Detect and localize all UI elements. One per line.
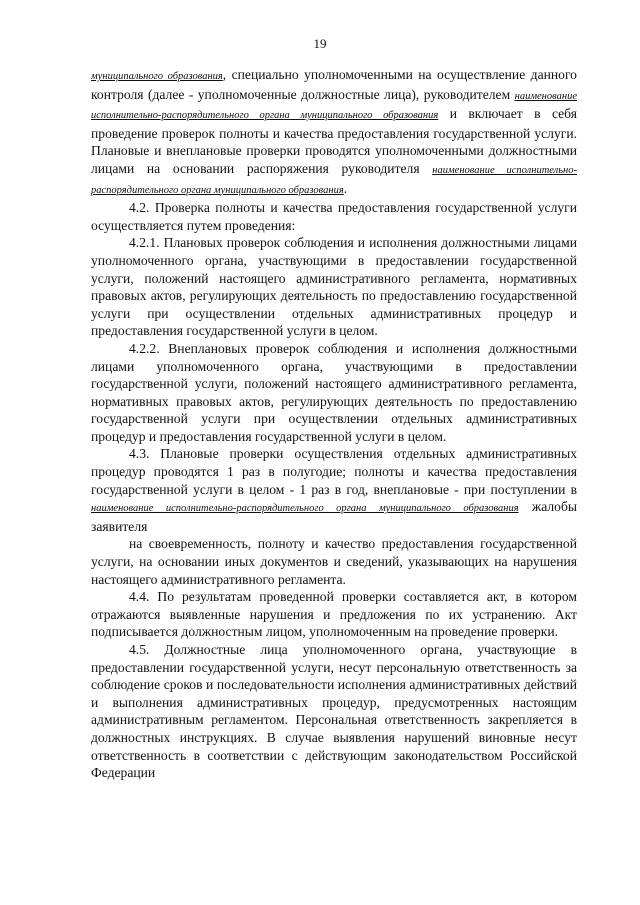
body-text: и включает в себя проведение проверок полноты и качества предоставления государственной услуги. Плановые и внеплановые проверки проводятся уполномоченными должностными лицами на основании распоряжения руководителя bbox=[91, 106, 578, 176]
body-text: , специально уполномоченными на осуществление данного контроля (далее - уполномоченные должностные лица), руководителем bbox=[91, 67, 577, 102]
body-text: 4.2.2. Внеплановых проверок соблюдения и исполнения должностными лицами уполномоченного органа, участвующими в предоставлении государственной услуги, положений настоящего административного регламента, нормативных правовых актов, регулирующих деятельность по предоставлению государственной услуги при осуществлении отдельных административных процедур и предоставления государственной услуги в целом. bbox=[91, 340, 577, 444]
body-text: 4.5. Должностные лица уполномоченного органа, участвующие в предоставлении государственной услуги, несут персональную ответственность за соблюдение сроков и последовательности исполнения административных действий и выполнения административных процедур, предусмотренных настоящим административным регламентом. Персональная ответственность закрепляется в должностных инструкциях. В случае выявления нарушений виновные несут ответственность в соответствии с действующим законодательством Российской Федерации bbox=[91, 642, 577, 781]
body-text: на своевременность, полноту и качество предоставления государственной услуги, на основании иных документов и сведений, указывающих на нарушения настоящего административного регламента. bbox=[91, 536, 577, 587]
paragraph-4-3 bbox=[91, 445, 577, 535]
body-text: 4.3. Плановые проверки осуществления отдельных административных процедур проводятся 1 раз в полугодие; полноты и качества предоставления государственной услуги в целом - 1 раз в год, внеплановые - при поступлении в bbox=[91, 446, 577, 497]
page-number: 19 bbox=[313, 36, 327, 51]
paragraph-4-2-2 bbox=[91, 340, 577, 446]
body-text: 4.2. Проверка полноты и качества предоставления государственной услуги осуществляется путем проведения: bbox=[91, 200, 577, 233]
placeholder-text: муниципального образования bbox=[91, 71, 223, 82]
placeholder-text: наименование исполнительно-распорядительного органа муниципального образования bbox=[91, 503, 519, 515]
paragraph-4-1-continued bbox=[91, 66, 577, 199]
body-text: 4.4. По результатам проведенной проверки составляется акт, в котором отражаются выявленные нарушения и предложения по их устранению. Акт подписывается должностным лицом, уполномоченным на проведение проверки. bbox=[91, 589, 577, 640]
document-body bbox=[91, 66, 577, 782]
paragraph-4-2-1 bbox=[91, 234, 577, 340]
body-text: 4.2.1. Плановых проверок соблюдения и исполнения должностными лицами уполномоченного органа, участвующими в предоставлении государственной услуги, положений настоящего административного регламента, нормативных правовых актов, регулирующих деятельность по предоставлению государственной услуги при осуществлении отдельных административных процедур и предоставления государственной услуги в целом. bbox=[91, 235, 577, 339]
placeholder-text: наименование исполнительно-распорядительного органа муниципального образования bbox=[91, 164, 577, 196]
paragraph-4-3-continued bbox=[91, 535, 577, 588]
paragraph-4-4 bbox=[91, 588, 577, 641]
body-text: жалобы заявителя bbox=[91, 499, 577, 534]
placeholder-text: наименование исполнительно-распорядительного органа муниципального образования bbox=[91, 90, 577, 122]
body-text: . bbox=[343, 180, 348, 196]
paragraph-4-2 bbox=[91, 199, 577, 234]
paragraph-4-5 bbox=[91, 641, 577, 782]
